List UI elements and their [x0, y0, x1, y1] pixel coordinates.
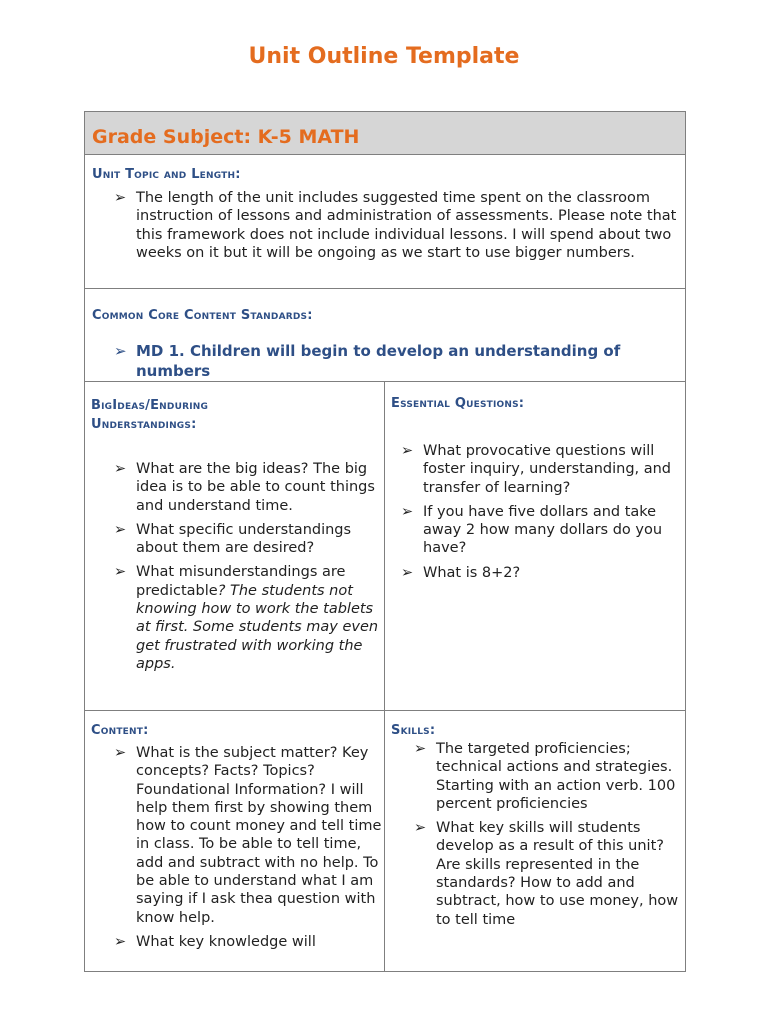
essential-questions-section	[384, 381, 686, 711]
question-text: What provocative questions will foster inquiry, understanding, and transfer of learning?	[423, 443, 672, 496]
grade-subject-row	[84, 111, 686, 155]
content-text: What is the subject matter? Key concepts? Facts? Topics? Foundational Information? I will help them first by showing them how to count money and tell time in class. To be able to tell time, add and subtract with no help. To be able to understand what I am saying if I ask thea question with know help.	[136, 745, 382, 926]
big-idea-text: What misunderstandings are predictable	[136, 564, 346, 599]
essential-questions-heading: Essential Questions:	[391, 396, 525, 411]
arrow-bullet-icon: ➢	[114, 461, 127, 477]
skills-section	[384, 710, 686, 972]
list-item	[114, 563, 380, 673]
list-item	[114, 521, 380, 558]
list-item	[401, 442, 681, 497]
list-item	[401, 503, 681, 558]
content-heading: Content:	[91, 723, 149, 738]
arrow-bullet-icon: ➢	[414, 741, 427, 757]
standards-heading: Common Core Content Standards:	[92, 308, 313, 323]
content-text: What key knowledge will	[136, 933, 316, 950]
big-idea-text: What are the big ideas? The big idea is to be able to count things and understand time.	[136, 461, 375, 514]
unit-topic-heading: Unit Topic and Length:	[92, 167, 241, 182]
essential-questions-list	[401, 442, 681, 588]
arrow-bullet-icon: ➢	[114, 521, 127, 538]
list-item	[114, 933, 382, 951]
big-ideas-section	[84, 381, 385, 711]
skills-list	[414, 740, 684, 935]
arrow-bullet-icon: ➢	[401, 443, 414, 459]
content-section	[84, 710, 385, 972]
arrow-bullet-icon: ➢	[414, 820, 427, 837]
standard-text: MD 1. Children will begin to develop an understanding of numbers	[136, 342, 621, 380]
big-ideas-heading-line1: BigIdeas/Enduring	[91, 398, 209, 413]
arrow-bullet-icon: ➢	[114, 190, 127, 206]
unit-topic-section	[84, 154, 686, 289]
unit-topic-list	[114, 189, 679, 268]
skills-heading: Skills:	[391, 723, 436, 738]
question-text: What is 8+2?	[423, 564, 521, 581]
big-idea-italic-text: ? The students not knowing how to work the tablets at first. Some students may even get frustrated with working the apps.	[136, 582, 379, 672]
unit-topic-text: The length of the unit includes suggested time spent on the classroom instruction of lessons and administration of assessments. Please note that this framework does not include individual lessons. I will spend about two weeks on it but it will be ongoing as we start to use bigger numbers.	[136, 190, 677, 261]
list-item	[114, 460, 380, 515]
arrow-bullet-icon: ➢	[401, 503, 414, 520]
list-item	[414, 819, 684, 929]
arrow-bullet-icon: ➢	[114, 564, 127, 581]
big-ideas-list	[114, 460, 380, 679]
list-item	[114, 342, 679, 381]
arrow-bullet-icon: ➢	[401, 564, 414, 581]
big-ideas-heading	[91, 396, 208, 434]
list-item	[114, 744, 382, 927]
question-text: If you have five dollars and take away 2 how many dollars do you have?	[423, 503, 663, 557]
page-title: Unit Outline Template	[248, 44, 520, 69]
big-ideas-heading-line2: Understandings:	[91, 417, 197, 432]
skill-text: The targeted proficiencies; technical actions and strategies. Starting with an action verb. 100 percent proficiencies	[436, 741, 676, 812]
standards-section	[84, 288, 686, 382]
list-item	[401, 564, 681, 582]
content-list	[114, 744, 382, 957]
list-item	[114, 189, 679, 262]
arrow-bullet-icon: ➢	[114, 342, 127, 360]
skill-text: What key skills will students develop as a result of this unit? Are skills represented in the standards? How to add and subtract, how to use money, how to tell time	[436, 820, 679, 928]
arrow-bullet-icon: ➢	[114, 933, 127, 950]
big-idea-text: What specific understandings about them are desired?	[136, 521, 352, 557]
list-item	[414, 740, 684, 813]
arrow-bullet-icon: ➢	[114, 745, 127, 761]
grade-subject-label: Grade Subject: K-5 MATH	[92, 126, 360, 148]
